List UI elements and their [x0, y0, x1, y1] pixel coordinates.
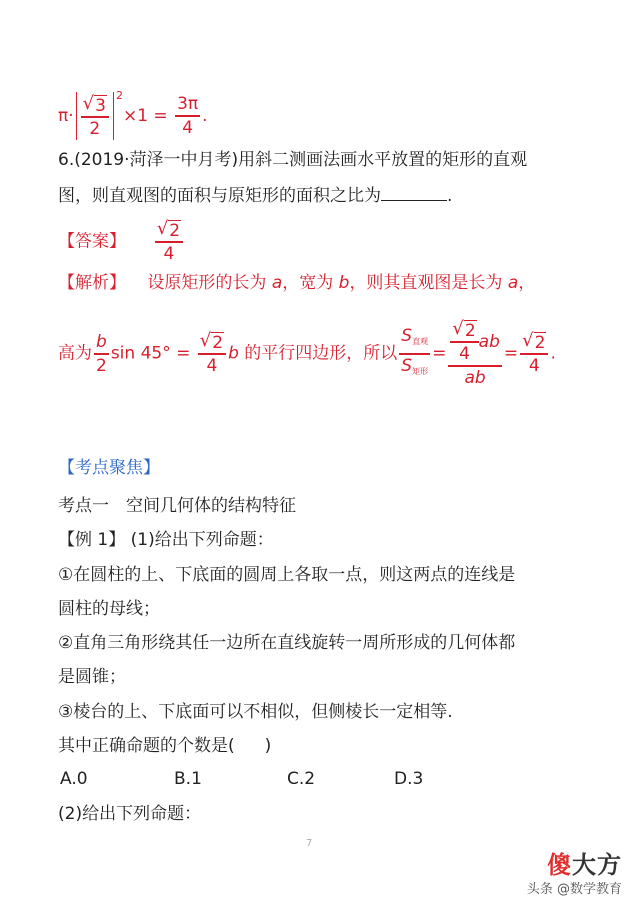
- page-number: 7: [306, 838, 313, 849]
- option-a: A.0: [60, 769, 88, 789]
- part-2-heading: (2)给出下列命题：: [58, 804, 202, 824]
- question-6-line1: 6.(2019·菏泽一中月考)用斜二测画法画水平放置的矩形的直观: [58, 150, 528, 170]
- option-d: D.3: [394, 769, 424, 789]
- item-2-line2: 是圆锥；: [58, 667, 126, 687]
- item-1-line2: 圆柱的母线；: [58, 599, 160, 619]
- item-1-line1: ①在圆柱的上、下底面的圆周上各取一点，则这两点的连线是: [58, 565, 516, 585]
- answer-label: 【答案】: [58, 231, 126, 252]
- pi-symbol: π·: [58, 106, 74, 126]
- watermark-handle: 头条 @数学教育: [526, 882, 622, 897]
- answer-fraction: √ 2 4: [155, 218, 183, 265]
- analysis-line1: 【解析】 设原矩形的长为 a，宽为 b，则其直观图是长为 a，: [58, 273, 536, 293]
- analysis-label: 【解析】: [58, 273, 126, 293]
- section-title: 【考点聚焦】: [58, 458, 160, 478]
- solution-tail: π· √ 3 2 $^2$×1 = $\frac{3\pi}{4}$ .: [58, 89, 208, 139]
- option-b: B.1: [174, 769, 202, 789]
- answer-blank: [381, 182, 447, 201]
- answer-line: [58, 218, 185, 265]
- item-2-line1: ②直角三角形绕其任一边所在直线旋转一周所形成的几何体都: [58, 633, 516, 653]
- point-heading: 考点一 空间几何体的结构特征: [58, 496, 296, 516]
- question-6-line2: 图，则直观图的面积与原矩形的面积之比为 .: [58, 182, 452, 208]
- question-stem: 其中正确命题的个数是( ): [58, 736, 272, 756]
- example-heading: 【例 1】 (1)给出下列命题：: [58, 530, 274, 550]
- analysis-line2: 高为 $\frac{b}{2}$ sin 45° = √ 2 4 b 的平行四边形，所以 $\frac{S_{直观}}{S_{矩形}}$ = √ 2 4 ab ab = √ 2 4 .: [58, 318, 556, 388]
- option-c: C.2: [287, 769, 316, 789]
- item-3: ③棱台的上、下底面可以不相似，但侧棱长一定相等.: [58, 702, 453, 722]
- watermark-logo: 傻大方: [547, 851, 622, 879]
- watermark: [527, 845, 622, 897]
